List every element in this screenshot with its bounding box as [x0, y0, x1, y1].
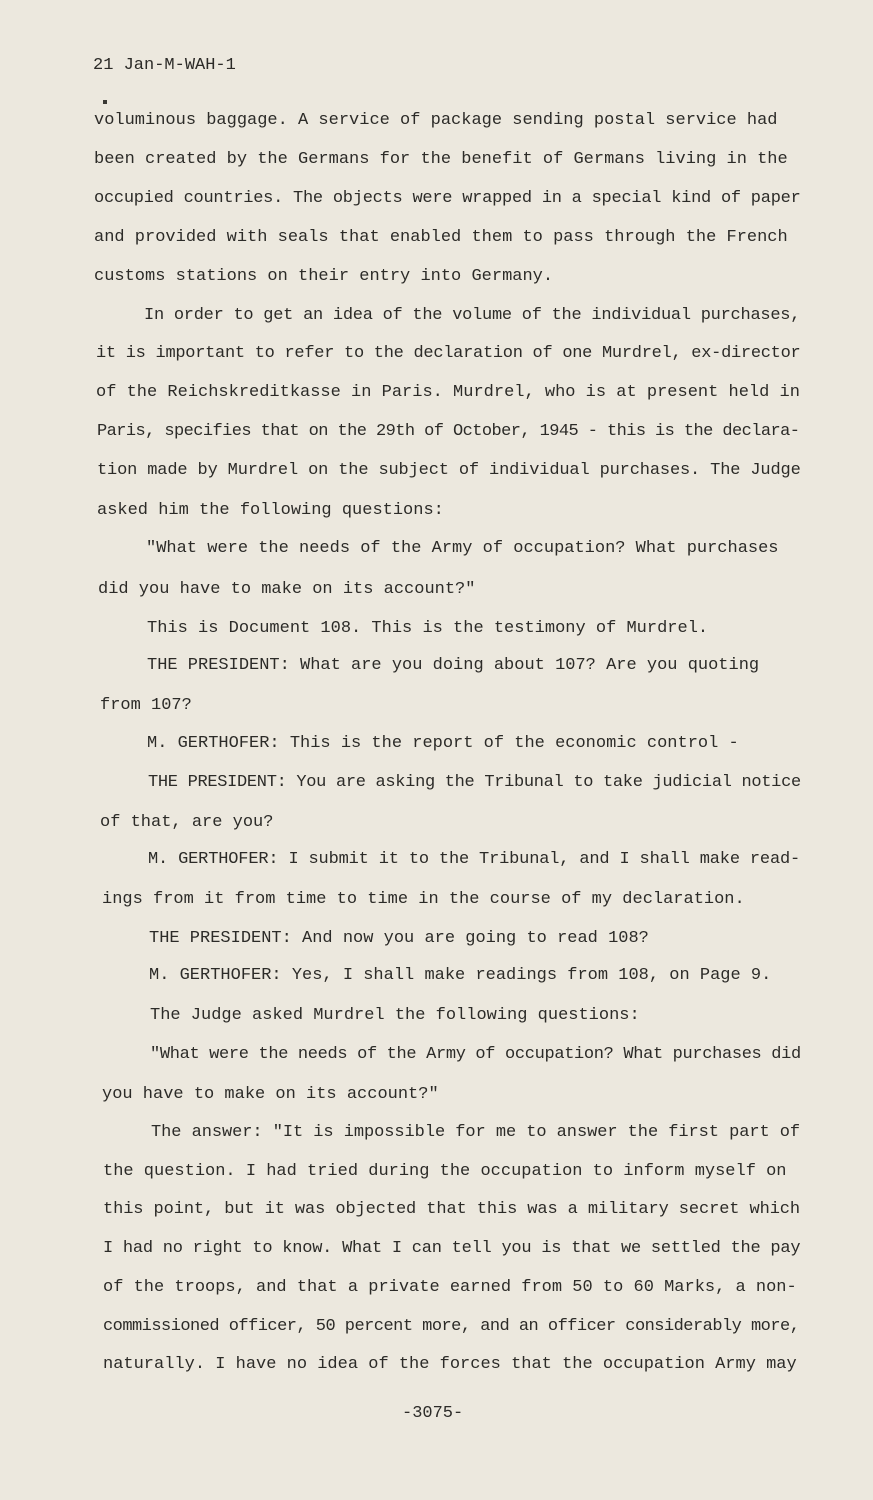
text-line: M. GERTHOFER: This is the report of the economic control - — [147, 734, 739, 753]
text-line: commissioned officer, 50 percent more, and an officer considerably more, — [103, 1317, 800, 1336]
text-line: it is important to refer to the declaration of one Murdrel, ex-director — [96, 344, 801, 363]
text-line: this point, but it was objected that this was a military secret which — [103, 1200, 801, 1219]
text-line: asked him the following questions: — [97, 501, 444, 520]
text-line: from 107? — [100, 696, 192, 715]
text-line: you have to make on its account?" — [102, 1085, 439, 1104]
text-line: M. GERTHOFER: I submit it to the Tribunal, and I shall make read- — [148, 850, 801, 869]
text-line: The answer: "It is impossible for me to answer the first part of — [151, 1123, 801, 1142]
text-line: In order to get an idea of the volume of the individual purchases, — [144, 306, 801, 325]
text-line: occupied countries. The objects were wrapped in a special kind of paper — [94, 189, 801, 208]
text-line: been created by the Germans for the benefit of Germans living in the — [94, 150, 788, 169]
text-line: tion made by Murdrel on the subject of individual purchases. The Judge — [97, 461, 801, 480]
text-line: THE PRESIDENT: And now you are going to read 108? — [149, 929, 649, 948]
stray-mark — [103, 100, 107, 104]
document-header: 21 Jan-M-WAH-1 — [93, 56, 236, 75]
text-line: ings from it from time to time in the course of my declaration. — [102, 890, 745, 909]
text-line: THE PRESIDENT: What are you doing about 107? Are you quoting — [147, 656, 760, 675]
text-line: M. GERTHOFER: Yes, I shall make readings from 108, on Page 9. — [149, 966, 772, 985]
text-line: The Judge asked Murdrel the following questions: — [150, 1006, 640, 1025]
text-line: "What were the needs of the Army of occupation? What purchases — [146, 539, 779, 558]
text-line: customs stations on their entry into Germany. — [94, 267, 554, 286]
text-line: of that, are you? — [100, 813, 274, 832]
page-number: -3075- — [402, 1404, 464, 1423]
text-line: of the troops, and that a private earned from 50 to 60 Marks, a non- — [103, 1278, 797, 1297]
text-line: of the Reichskreditkasse in Paris. Murdrel, who is at present held in — [96, 383, 800, 402]
text-line: and provided with seals that enabled them to pass through the French — [94, 228, 788, 247]
text-line: I had no right to know. What I can tell you is that we settled the pay — [103, 1239, 801, 1258]
text-line: the question. I had tried during the occupation to inform myself on — [103, 1162, 787, 1181]
text-line: did you have to make on its account?" — [98, 580, 476, 599]
text-line: This is Document 108. This is the testimony of Murdrel. — [147, 619, 709, 638]
text-line: naturally. I have no idea of the forces that the occupation Army may — [103, 1355, 797, 1374]
text-line: "What were the needs of the Army of occupation? What purchases did — [150, 1045, 801, 1064]
text-line: voluminous baggage. A service of package sending postal service had — [94, 111, 778, 130]
text-line: THE PRESIDENT: You are asking the Tribunal to take judicial notice — [148, 773, 801, 792]
text-line: Paris, specifies that on the 29th of October, 1945 - this is the declara- — [97, 422, 800, 441]
